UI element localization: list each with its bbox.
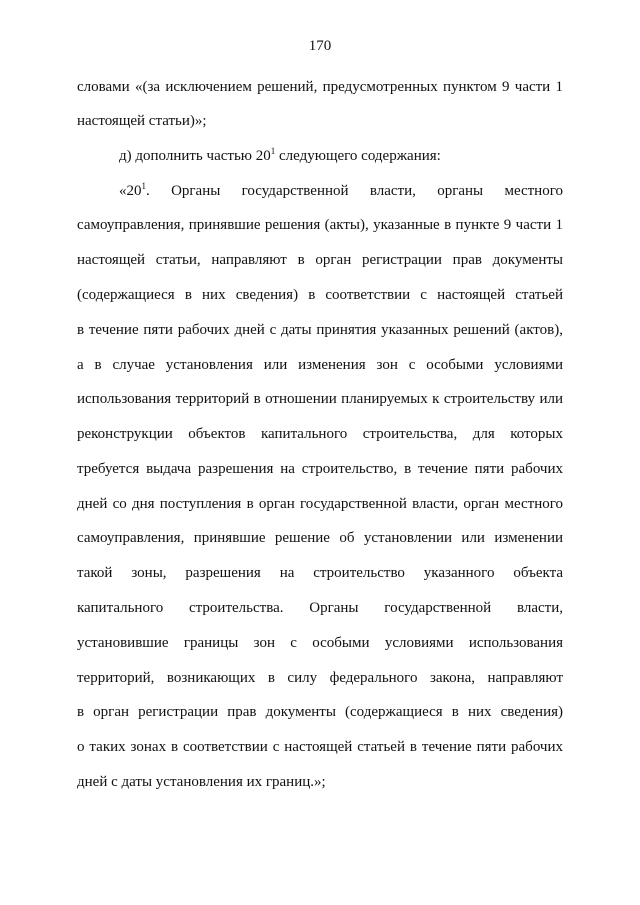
text-line: настоящей статьи, направляют в орган регистрации прав документы: [77, 252, 563, 268]
text-line: дней со дня поступления в орган государственной власти, орган местного: [77, 496, 563, 512]
superscript: 1: [270, 146, 276, 156]
superscript: 1: [141, 181, 146, 191]
text-line: капитального строительства. Органы государственной власти,: [77, 600, 563, 616]
text-line: (содержащиеся в них сведения) в соответствии с настоящей статьей: [77, 287, 563, 303]
text-line: настоящей статьи)»;: [77, 113, 207, 129]
text-fragment: д) дополнить частью 20: [119, 148, 271, 164]
text-fragment: «20: [119, 183, 142, 199]
text-line: такой зоны, разрешения на строительство указанного объекта: [77, 565, 563, 581]
text-line: самоуправления, принявшие решение об установлении или изменении: [77, 530, 563, 546]
page-number: 170: [308, 38, 332, 54]
text-fragment: [119, 181, 146, 201]
text-line: словами «(за исключением решений, предусмотренных пунктом 9 части 1: [77, 79, 563, 95]
text-line: дней с даты установления их границ.»;: [77, 774, 326, 790]
text-line: а в случае установления или изменения зон с особыми условиями: [77, 357, 563, 373]
text-line: реконструкции объектов капитального строительства, для которых: [77, 426, 563, 442]
text-line: требуется выдача разрешения на строительство, в течение пяти рабочих: [77, 461, 563, 477]
text-fragment: следующего содержания:: [279, 148, 441, 164]
text-line: самоуправления, принявшие решения (акты), указанные в пункте 9 части 1: [77, 217, 563, 233]
text-line-amendment: [119, 146, 563, 166]
text-line: установившие границы зон с особыми условиями использования: [77, 635, 563, 651]
text-line: в орган регистрации прав документы (содержащиеся в них сведения): [77, 704, 563, 720]
text-fragment: . Органы государственной власти, органы местного: [146, 183, 563, 199]
text-line: в течение пяти рабочих дней с даты принятия указанных решений (актов),: [77, 322, 563, 338]
text-line-paragraph-start: [119, 181, 563, 201]
text-line: о таких зонах в соответствии с настоящей статьей в течение пяти рабочих: [77, 739, 563, 755]
text-line: использования территорий в отношении планируемых к строительству или: [77, 391, 563, 407]
text-line: территорий, возникающих в силу федерального закона, направляют: [77, 670, 563, 686]
